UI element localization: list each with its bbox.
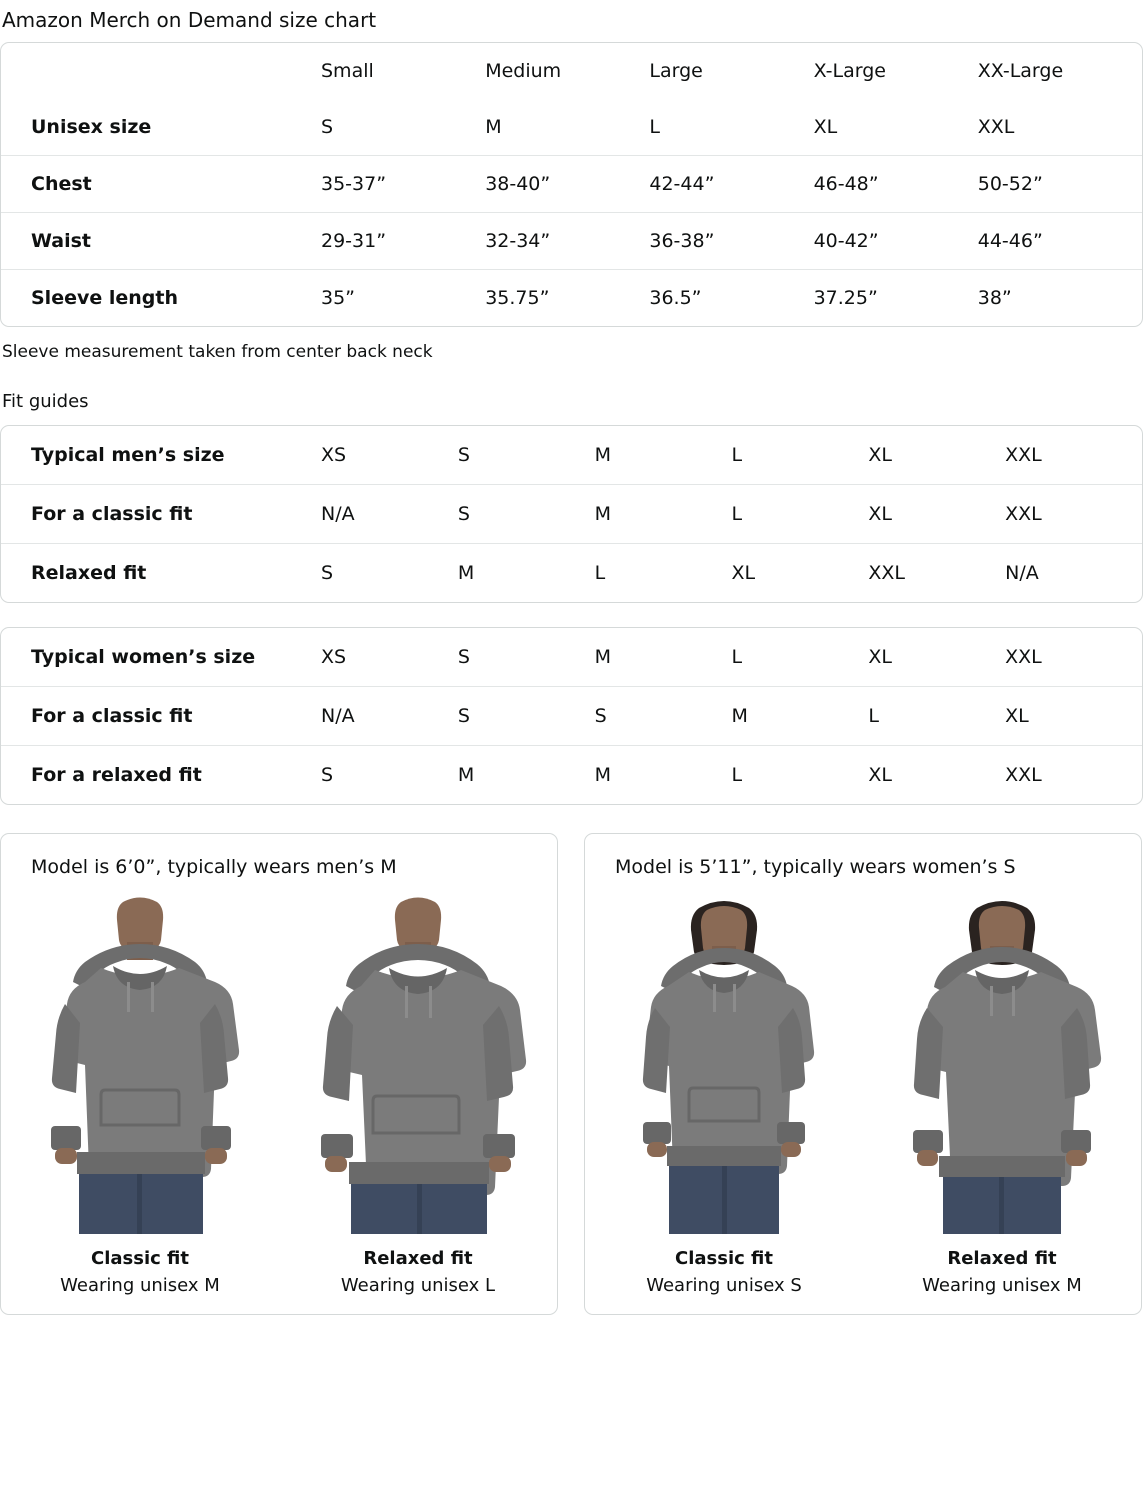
woman-hoodie-relaxed-image [863, 884, 1141, 1234]
cell: L [649, 99, 813, 156]
figure-subtitle: Wearing unisex S [646, 1275, 802, 1296]
model-caption-mens: Model is 6’0”, typically wears men’s M [31, 856, 397, 878]
cell: S [458, 485, 595, 544]
page-title: Amazon Merch on Demand size chart [2, 8, 377, 32]
table-row [1, 687, 1142, 746]
table-row [1, 426, 1142, 485]
size-chart-card [0, 42, 1143, 327]
size-chart-table [1, 43, 1142, 326]
row-label-womens-classic-fit: For a classic fit [1, 687, 321, 746]
cell: M [595, 628, 732, 687]
fit-guides-label: Fit guides [2, 391, 89, 412]
figure-mens-relaxed [279, 884, 557, 1296]
cell: XL [868, 764, 892, 786]
cell: L [731, 426, 868, 485]
cell: M [457, 562, 475, 584]
cell: L [594, 562, 606, 584]
cell: L [731, 485, 868, 544]
cell: M [594, 764, 612, 786]
model-caption-womens: Model is 5’11”, typically wears women’s S [615, 856, 1016, 878]
cell: XXL [1005, 628, 1142, 687]
cell: S [458, 426, 595, 485]
cell: XL [868, 628, 1005, 687]
cell: XXL [1005, 764, 1042, 786]
table-row [1, 156, 1142, 213]
cell: M [457, 764, 475, 786]
cell: 46-48” [814, 156, 978, 213]
model-cards [0, 833, 1143, 1315]
row-label-womens-relaxed-fit: For a relaxed fit [31, 764, 202, 786]
row-label-typical-womens-size: Typical women’s size [1, 628, 321, 687]
table-row [1, 213, 1142, 270]
model-card-womens [584, 833, 1142, 1315]
sleeve-measurement-note: Sleeve measurement taken from center back neck [2, 342, 433, 362]
cell: S [321, 562, 334, 584]
cell: M [485, 99, 649, 156]
cell: 38” [977, 287, 1012, 309]
cell: 35-37” [321, 156, 485, 213]
womens-fit-guide-card [0, 627, 1143, 805]
model-card-mens [0, 833, 558, 1315]
cell: 40-42” [814, 213, 978, 270]
figure-row-womens [585, 884, 1141, 1296]
cell: S [458, 628, 595, 687]
cell: S [458, 687, 595, 746]
figure-title: Relaxed fit [363, 1248, 473, 1269]
table-row [1, 746, 1142, 805]
cell: 37.25” [813, 287, 878, 309]
cell: 50-52” [978, 156, 1142, 213]
cell: 36.5” [649, 287, 702, 309]
table-row [1, 485, 1142, 544]
cell: XL [731, 562, 756, 584]
cell: L [868, 687, 1005, 746]
cell: M [731, 687, 868, 746]
cell: N/A [321, 687, 458, 746]
cell: M [595, 485, 732, 544]
cell: XXL [1005, 485, 1142, 544]
man-hoodie-classic-image [1, 884, 279, 1234]
cell: XXL [868, 562, 905, 584]
figure-title: Classic fit [674, 1248, 773, 1269]
table-row [1, 99, 1142, 156]
figure-mens-classic [1, 884, 279, 1296]
row-label-sleeve-length: Sleeve length [31, 287, 178, 309]
row-label-mens-classic-fit: For a classic fit [1, 485, 321, 544]
man-hoodie-relaxed-image [279, 884, 557, 1234]
cell: S [321, 764, 334, 786]
column-header-large: Large [649, 60, 703, 82]
column-header-medium: Medium [485, 60, 562, 82]
womens-fit-guide-table [1, 628, 1142, 804]
figure-womens-classic [585, 884, 863, 1296]
cell: S [321, 99, 485, 156]
cell: 38-40” [485, 156, 649, 213]
figure-title: Classic fit [90, 1248, 189, 1269]
table-row [1, 628, 1142, 687]
row-label-unisex-size: Unisex size [1, 99, 321, 156]
figure-subtitle: Wearing unisex L [340, 1275, 496, 1296]
woman-hoodie-classic-image [585, 884, 863, 1234]
table-header-row [1, 43, 1142, 99]
cell: N/A [321, 485, 458, 544]
row-label-chest: Chest [1, 156, 321, 213]
row-label-typical-mens-size: Typical men’s size [1, 426, 321, 485]
row-label-mens-relaxed-fit: Relaxed fit [31, 562, 147, 584]
figure-subtitle: Wearing unisex M [922, 1275, 1082, 1296]
cell: XL [868, 426, 1005, 485]
cell: XXL [1005, 426, 1142, 485]
column-header-corner [1, 43, 321, 99]
cell: S [595, 687, 732, 746]
figure-title: Relaxed fit [947, 1248, 1057, 1269]
cell: XS [321, 426, 458, 485]
cell: XXL [978, 99, 1142, 156]
figure-womens-relaxed [863, 884, 1141, 1296]
table-row [1, 544, 1142, 603]
column-header-xxlarge: XX-Large [977, 60, 1064, 82]
column-header-small: Small [321, 60, 374, 82]
cell: XL [814, 99, 978, 156]
mens-fit-guide-table [1, 426, 1142, 602]
cell: M [595, 426, 732, 485]
mens-fit-guide-card [0, 425, 1143, 603]
cell: N/A [1005, 562, 1039, 584]
cell: 29-31” [321, 213, 485, 270]
table-row [1, 270, 1142, 327]
figure-row-mens [1, 884, 557, 1296]
spacer [0, 603, 1143, 627]
column-header-xlarge: X-Large [813, 60, 886, 82]
cell: L [731, 764, 743, 786]
cell: XL [868, 485, 1005, 544]
cell: 42-44” [649, 156, 813, 213]
cell: 44-46” [978, 213, 1142, 270]
cell: XL [1005, 687, 1142, 746]
figure-subtitle: Wearing unisex M [60, 1275, 220, 1296]
cell: 35” [321, 287, 356, 309]
cell: 35.75” [485, 287, 550, 309]
cell: XS [321, 628, 458, 687]
cell: 32-34” [485, 213, 649, 270]
cell: L [731, 628, 868, 687]
cell: 36-38” [649, 213, 813, 270]
row-label-waist: Waist [1, 213, 321, 270]
